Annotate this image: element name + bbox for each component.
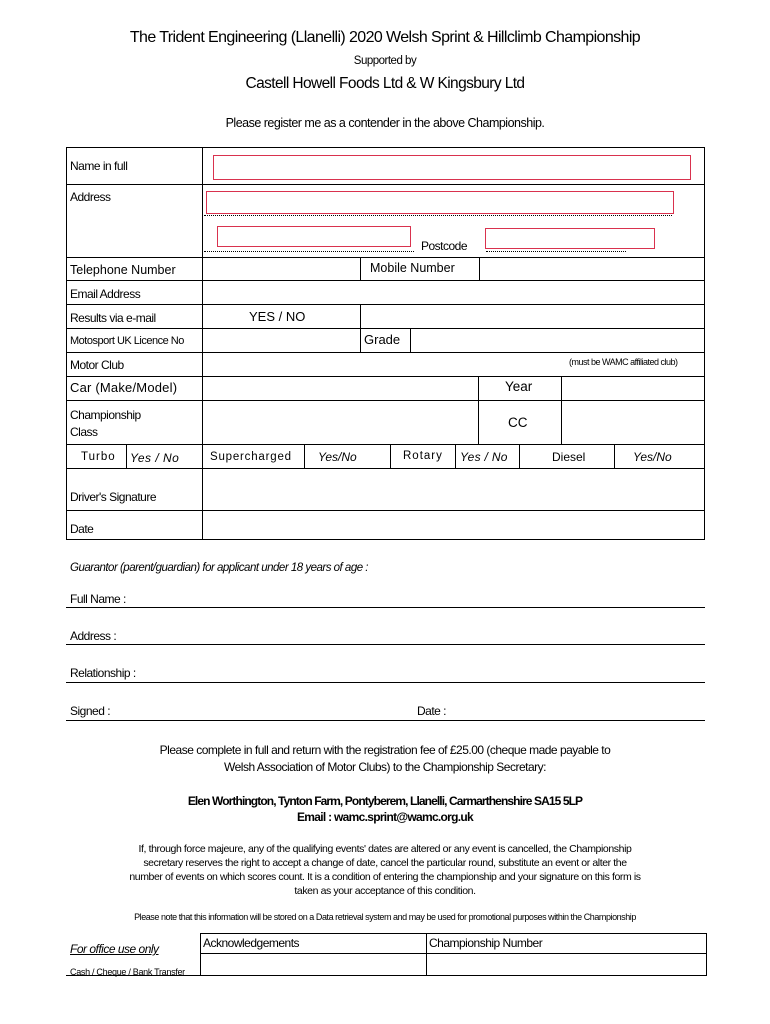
form-title: The Trident Engineering (Llanelli) 2020 Welsh Sprint & Hillclimb Championship	[129, 29, 641, 46]
postcode-input[interactable]	[485, 228, 655, 249]
championship-number-label: Championship Number	[429, 936, 543, 950]
name-input[interactable]	[213, 155, 691, 180]
grade-label: Grade	[364, 332, 401, 347]
turbo-label: Turbo	[81, 451, 116, 463]
instructions-line2: Welsh Association of Motor Clubs) to the Championship Secretary:	[224, 760, 546, 774]
register-statement: Please register me as a contender in the above Championship.	[225, 116, 545, 130]
date-label: Date	[70, 522, 94, 536]
office-use-label: For office use only	[70, 942, 159, 956]
mobile-label: Mobile Number	[370, 261, 455, 275]
secretary-address: Elen Worthington, Tynton Farm, Pontyberem, Llanelli, Carmarthenshire SA15 5LP	[187, 794, 583, 808]
secretary-email: Email : wamc.sprint@wamc.org.uk	[296, 810, 474, 824]
licence-label: Motosport UK Licence No	[70, 335, 184, 347]
results-label: Results via e-mail	[70, 311, 156, 325]
motor-club-label: Motor Club	[70, 358, 124, 372]
supercharged-label: Supercharged	[210, 451, 292, 463]
guarantor-date-label: Date :	[417, 704, 447, 718]
address-line2-input[interactable]	[217, 226, 411, 247]
rotary-label: Rotary	[403, 450, 443, 462]
results-yes-no[interactable]: YES / NO	[249, 309, 306, 324]
address-line1-input[interactable]	[206, 191, 674, 214]
force-majeure-4: taken as your acceptance of this condition.	[294, 885, 476, 897]
acknowledgements-label: Acknowledgements	[203, 936, 300, 950]
instructions-line1: Please complete in full and return with the registration fee of £25.00 (cheque made payable to	[159, 743, 611, 757]
email-label: Email Address	[70, 287, 141, 301]
guarantor-relationship-label: Relationship :	[70, 666, 136, 680]
data-note: Please note that this information will be stored on a Data retrieval system and may be used for promotional purposes within the Championship	[134, 912, 636, 922]
telephone-label: Telephone Number	[70, 263, 176, 277]
force-majeure-2: secretary reserves the right to accept a change of date, cancel the particular round, substitute an event or alter the	[143, 857, 627, 869]
turbo-yes-no[interactable]: Yes / No	[130, 451, 180, 465]
force-majeure-1: If, through force majeure, any of the qualifying events' dates are altered or any event is cancelled, the Championship	[138, 843, 632, 855]
diesel-label: Diesel	[552, 450, 586, 464]
guarantor-address-label: Address :	[70, 629, 117, 643]
supercharged-yes-no[interactable]: Yes/No	[318, 450, 357, 464]
rotary-yes-no[interactable]: Yes / No	[460, 450, 508, 464]
cc-label: CC	[508, 415, 528, 430]
wamc-note: (must be WAMC affiliated club)	[569, 357, 678, 367]
year-label: Year	[505, 379, 533, 394]
sponsors: Castell Howell Foods Ltd & W Kingsbury Ltd	[245, 75, 525, 92]
guarantor-name-label: Full Name :	[70, 592, 126, 606]
name-label: Name in full	[70, 159, 128, 173]
address-label: Address	[70, 190, 111, 204]
supported-by: Supported by	[353, 55, 417, 67]
payment-method: Cash / Cheque / Bank Transfer	[70, 967, 185, 977]
postcode-label: Postcode	[421, 239, 468, 253]
guarantor-heading: Guarantor (parent/guardian) for applicant under 18 years of age :	[70, 562, 369, 574]
diesel-yes-no[interactable]: Yes/No	[633, 450, 672, 464]
guarantor-signed-label: Signed :	[70, 704, 111, 718]
class-label: Championship Class	[70, 408, 141, 439]
force-majeure-3: number of events on which scores count. It is a condition of entering the championship and your signature on this form is	[129, 871, 641, 883]
car-label: Car (Make/Model)	[70, 380, 178, 395]
signature-label: Driver's Signature	[70, 490, 156, 504]
